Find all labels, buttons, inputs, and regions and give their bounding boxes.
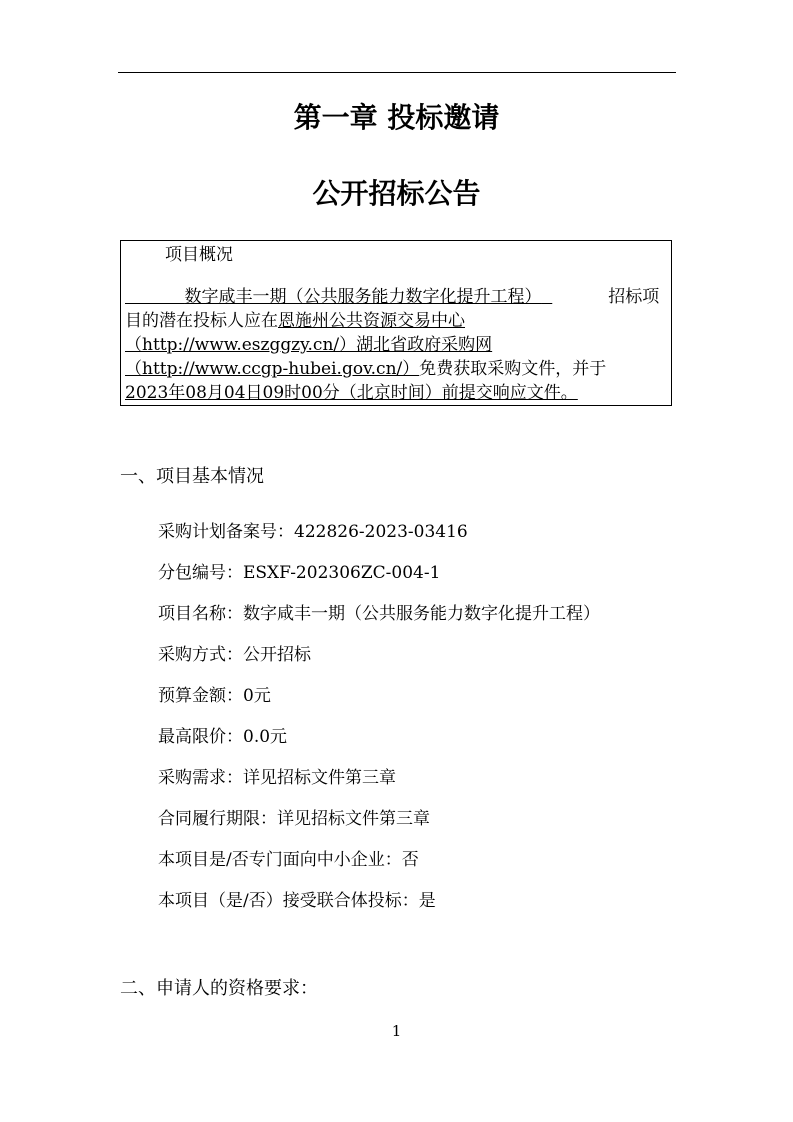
url-link-2[interactable]: （http://www.ccgp-hubei.gov.cn/） [125, 359, 420, 379]
overview-line-1 [125, 285, 659, 309]
field-contract-period: 合同履行期限：详见招标文件第三章 [158, 809, 430, 829]
overview-text-1: 招标项 [608, 287, 660, 307]
field-procurement-method: 采购方式：公开招标 [158, 645, 311, 665]
field-consortium: 本项目（是/否）接受联合体投标：是 [158, 891, 436, 911]
overview-line-4 [125, 357, 606, 381]
field-max-price: 最高限价：0.0元 [158, 727, 288, 747]
field-requirements: 采购需求：详见招标文件第三章 [158, 768, 396, 788]
overview-label: 项目概况 [165, 245, 233, 265]
project-overview-box [120, 240, 672, 406]
notice-title: 公开招标公告 [312, 177, 481, 210]
page-number: 1 [391, 1022, 402, 1040]
field-sme-only: 本项目是/否专门面向中小企业：否 [158, 850, 419, 870]
field-plan-number: 采购计划备案号：422826-2023-03416 [158, 522, 468, 542]
field-package-number: 分包编号：ESXF-202306ZC-004-1 [158, 563, 441, 583]
deadline-text: 2023年08月04日09时00分（北京时间）前提交响应文件。 [125, 383, 578, 403]
overview-text-2: 目的潜在投标人应在 [125, 311, 278, 331]
field-project-name: 项目名称：数字咸丰一期（公共服务能力数字化提升工程） [158, 604, 600, 624]
field-budget: 预算金额：0元 [158, 686, 271, 706]
header-rule [118, 72, 676, 73]
project-name: 数字咸丰一期（公共服务能力数字化提升工程） [184, 287, 542, 307]
section-2-title: 二、申请人的资格要求： [120, 978, 318, 999]
chapter-title: 第一章 投标邀请 [293, 101, 500, 134]
url-link-1[interactable]: （http://www.eszggzy.cn/）湖北省政府采购网 [125, 335, 493, 355]
center-name: 恩施州公共资源交易中心 [278, 311, 465, 331]
overview-text-3: 免费获取采购文件，并于 [419, 359, 607, 379]
section-1-title: 一、项目基本情况 [120, 466, 264, 487]
overview-line-2 [125, 309, 465, 333]
